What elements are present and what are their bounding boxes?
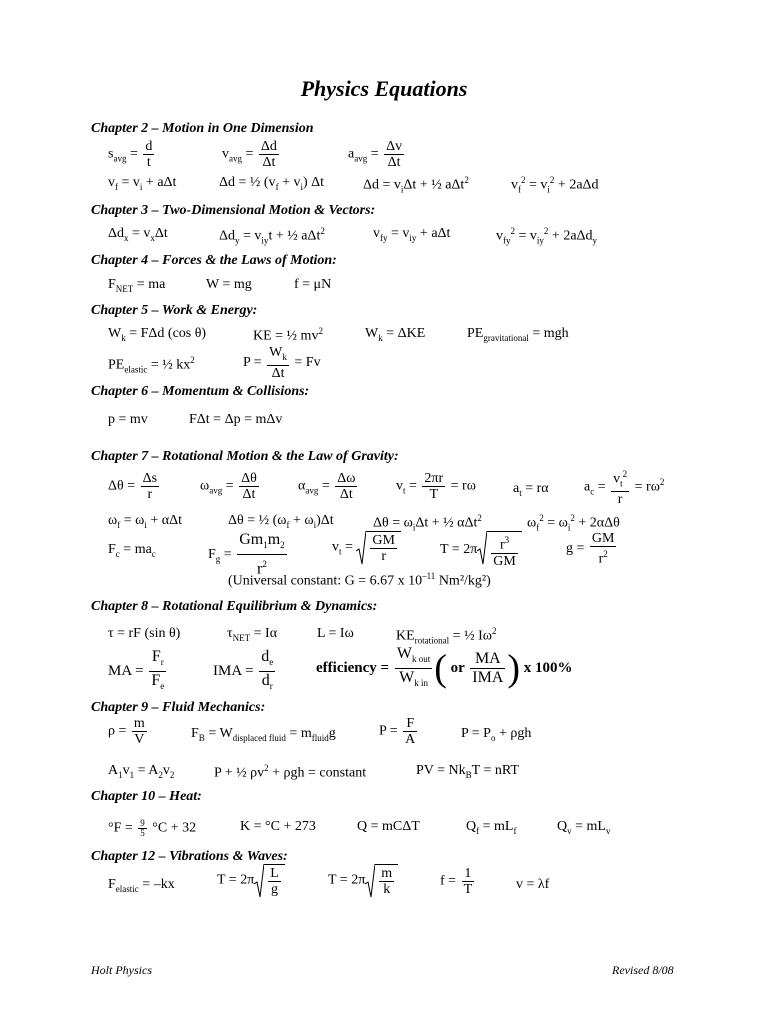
- equation-avg-angular-velocity: $\omega_{avg}$ = $\frac{\Delta\theta}{\Delta t}$: [200, 471, 257, 502]
- equation-velocity-squared: $v_f^2 = v_i^2 + 2a\Delta d$: [511, 175, 599, 195]
- equation-gravitational-pe: $PE_{gravitational}$ = mgh: [467, 326, 569, 343]
- footer-revision: Revised 8/08: [612, 963, 674, 977]
- chapter-8-heading: Chapter 8 – Rotational Equilibrium & Dynamics:: [91, 599, 378, 614]
- chapter-12-heading: Chapter 12 – Vibrations & Waves:: [91, 849, 288, 864]
- chapter-10-heading: Chapter 10 – Heat:: [91, 789, 202, 804]
- equation-latent-heat-fusion: $Q_f = mL_f$: [466, 819, 517, 836]
- equation-work-energy: $W_k = \Delta KE$: [365, 326, 426, 343]
- equation-angular-displacement-accel: $\Delta\theta = \omega_i\Delta t$ + ½ αΔt$^2$: [373, 513, 482, 533]
- equation-fahrenheit: °F = $\frac{9}{5}$ °C + 32: [108, 818, 197, 838]
- universal-constant-note: (Universal constant: G = 6.67 x $10^{-11}$ Nm²/kg²): [228, 571, 491, 589]
- equation-avg-speed: $s_{avg}$ = $\frac{d}{t}$: [108, 139, 153, 170]
- equation-dy: $\Delta d_y = v_{iy}t$ + ½ aΔt$^2$: [219, 226, 325, 246]
- chapter-6-heading: Chapter 6 – Momentum & Collisions:: [91, 384, 310, 399]
- chapter-9-heading: Chapter 9 – Fluid Mechanics:: [91, 700, 266, 715]
- equation-angular-displacement-avg: Δθ = ½ $(\omega_f + \omega_i)\Delta t$: [228, 513, 334, 530]
- equation-rotational-ke: $KE_{rotational}$ = ½ $I\omega^2$: [396, 626, 497, 646]
- equation-vfy: $v_{fy} = v_{iy} + a\Delta t$: [373, 226, 451, 243]
- equation-bernoulli: P + ½ $\rho v^2 + \rho gh$ = constant: [214, 763, 367, 781]
- equation-efficiency: efficiency = $\frac{W_{k out}}{W_{k in}}$ ( or $\frac{MA}{\text{IMA}}$ ) x 100%: [316, 645, 573, 690]
- page-title: Physics Equations: [300, 76, 468, 101]
- equation-frequency: f = $\frac{1}{T}$: [440, 866, 473, 897]
- chapter-5-heading: Chapter 5 – Work & Energy:: [91, 303, 258, 318]
- equation-mechanical-advantage: MA = $\frac{F_r}{F_e}$: [108, 648, 165, 692]
- equation-pendulum-period: T = 2π $\frac{L}{g}$: [217, 864, 285, 897]
- equation-buoyant-force: $F_B = W_{displaced fluid} = m_{fluid}g$: [191, 726, 336, 743]
- equation-elastic-pe: $PE_{elastic}$ = ½ $kx^2$: [108, 355, 195, 375]
- equation-angular-velocity-squared: $\omega_f^2 = \omega_i^2 + 2\alpha\Delta\theta$: [527, 513, 620, 533]
- equation-net-force: $F_{NET}$ = ma: [108, 277, 166, 294]
- equation-centripetal-accel: $a_c$ = $\frac{v_t^2}{r}$ = $r\omega^2$: [584, 469, 665, 508]
- equation-ideal-gas: PV = $Nk_BT$ = nRT: [416, 763, 519, 780]
- equation-work: $W_k = F\Delta d$ (cos θ): [108, 326, 207, 343]
- equation-fluid-pressure: $P = P_o + \rho gh$: [461, 726, 532, 743]
- equation-displacement-accel: $\Delta d = v_i\Delta t$ + ½ aΔt$^2$: [363, 175, 469, 195]
- equation-vfy-squared: $v_{fy}^2 = v_{iy}^2 + 2a\Delta d_y$: [496, 226, 598, 246]
- equation-angular-displacement: Δθ = $\frac{\Delta s}{r}$: [108, 471, 158, 502]
- equation-elastic-force: $F_{elastic} = -kx$: [108, 877, 175, 894]
- equation-density: ρ = $\frac{m}{V}$: [108, 716, 145, 747]
- equation-tangential-accel: $a_t = r\alpha$: [513, 481, 549, 498]
- equation-heat: Q = mCΔT: [357, 819, 420, 834]
- equation-torque: τ = rF (sin θ): [108, 626, 181, 641]
- chapter-4-heading: Chapter 4 – Forces & the Laws of Motion:: [91, 253, 337, 268]
- equation-gravitational-field: g = $\frac{GM}{r^2}$: [566, 531, 615, 567]
- equation-latent-heat-vaporization: $Q_v = mL_v$: [557, 819, 611, 836]
- equation-centripetal-force: $F_c = ma_c$: [108, 542, 156, 559]
- equation-tangential-speed: $v_t$ = $\frac{2\pi r}{T}$ = rω: [396, 471, 476, 502]
- equation-continuity: $A_1v_1 = A_2v_2$: [108, 763, 175, 780]
- equation-kinetic-energy: KE = ½ $mv^2$: [253, 326, 323, 344]
- equation-displacement-avg: Δd = ½ $(v_f + v_i)$ Δt: [219, 175, 325, 192]
- equation-avg-velocity: $v_{avg}$ = $\frac{\Delta d}{\Delta t}$: [222, 139, 277, 170]
- equation-spring-period: T = 2π $\frac{m}{k}$: [328, 864, 398, 897]
- equation-friction: f = μN: [294, 277, 332, 292]
- equation-wave-speed: v = λf: [516, 877, 550, 892]
- equation-power: P = $\frac{W_k}{\Delta t}$ = Fv: [243, 345, 321, 381]
- equation-kelvin: K = °C + 273: [240, 819, 316, 834]
- equation-orbital-speed: $v_t$ = $\frac{GM}{r}$: [332, 531, 401, 564]
- equation-avg-angular-accel: $\alpha_{avg}$ = $\frac{\Delta\omega}{\Delta t}$: [298, 471, 356, 502]
- equation-final-velocity: $v_f = v_i + a\Delta t$: [108, 175, 177, 192]
- footer-publisher: Holt Physics: [91, 963, 152, 977]
- equation-impulse: FΔt = Δp = mΔv: [189, 412, 283, 427]
- equation-orbital-period: T = 2π $\frac{r^3}{GM}$: [440, 531, 522, 569]
- equation-dx: $\Delta d_x = v_x\Delta t$: [108, 226, 168, 243]
- equation-angular-momentum: L = Iω: [317, 626, 354, 641]
- equation-avg-acceleration: $a_{avg}$ = $\frac{\Delta v}{\Delta t}$: [348, 139, 403, 170]
- equation-angular-velocity-final: $\omega_f = \omega_i + \alpha\Delta t$: [108, 513, 182, 530]
- chapter-2-heading: Chapter 2 – Motion in One Dimension: [91, 121, 314, 136]
- chapter-7-heading: Chapter 7 – Rotational Motion & the Law of Gravity:: [91, 449, 399, 464]
- equation-gravitational-force: $F_g$ = $\frac{Gm_1m_2}{r^2}$: [208, 531, 285, 578]
- equation-weight: W = mg: [206, 277, 252, 292]
- equation-ideal-mechanical-advantage: IMA = $\frac{d_e}{d_r}$: [213, 648, 274, 692]
- equation-net-torque: $\tau_{NET} = I\alpha$: [227, 626, 278, 643]
- equation-momentum: p = mv: [108, 412, 148, 427]
- chapter-3-heading: Chapter 3 – Two-Dimensional Motion & Vectors:: [91, 203, 376, 218]
- equation-pressure: P = $\frac{F}{A}$: [379, 716, 416, 747]
